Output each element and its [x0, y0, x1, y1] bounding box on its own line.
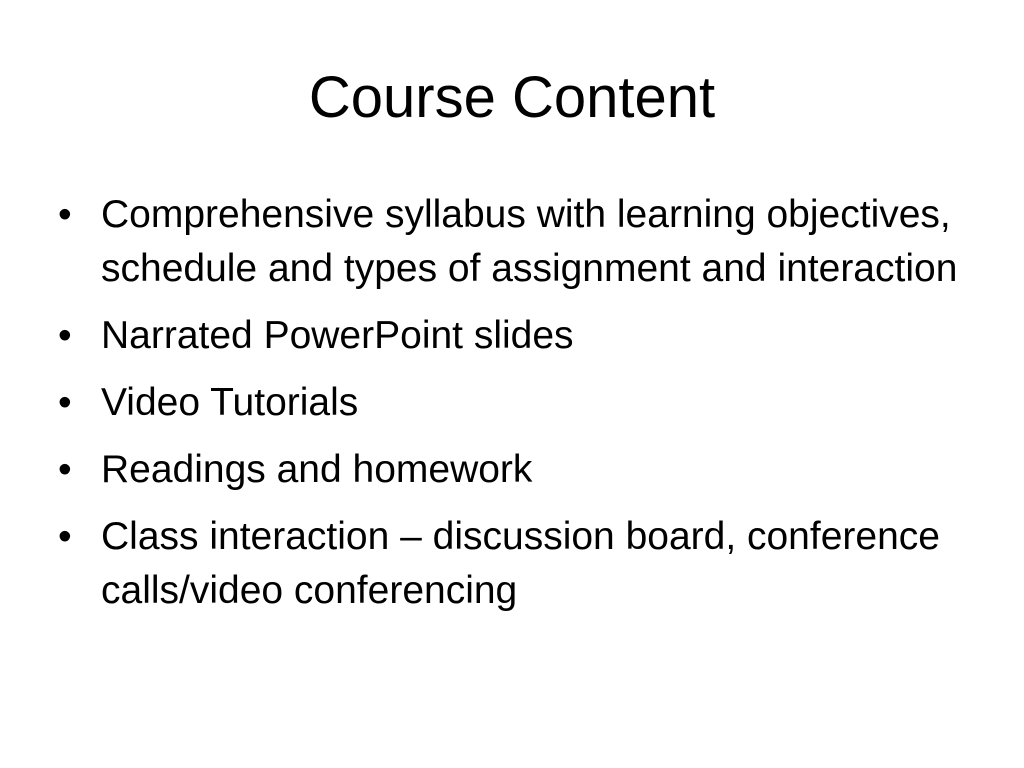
bullet-dot-icon: •	[58, 381, 72, 424]
slide-title: Course Content	[308, 65, 716, 130]
bullet-text: Class interaction – discussion board, conference calls/video conferencing	[101, 515, 940, 612]
bullet-item-syllabus	[58, 188, 958, 296]
bullet-dot-icon: •	[58, 314, 72, 357]
bullet-dot-icon: •	[58, 193, 72, 236]
bullet-dot-icon: •	[58, 448, 72, 491]
bullet-item-interaction	[58, 510, 958, 618]
bullet-text: Narrated PowerPoint slides	[101, 314, 574, 357]
bullet-list	[58, 188, 958, 631]
bullet-text: Video Tutorials	[101, 381, 359, 424]
bullet-dot-icon: •	[58, 515, 72, 558]
bullet-text: Readings and homework	[101, 448, 533, 491]
bullet-item-slides	[58, 309, 958, 363]
bullet-item-readings	[58, 443, 958, 497]
bullet-item-tutorials	[58, 376, 958, 430]
bullet-text: Comprehensive syllabus with learning objectives, schedule and types of assignment and interaction	[101, 193, 958, 290]
